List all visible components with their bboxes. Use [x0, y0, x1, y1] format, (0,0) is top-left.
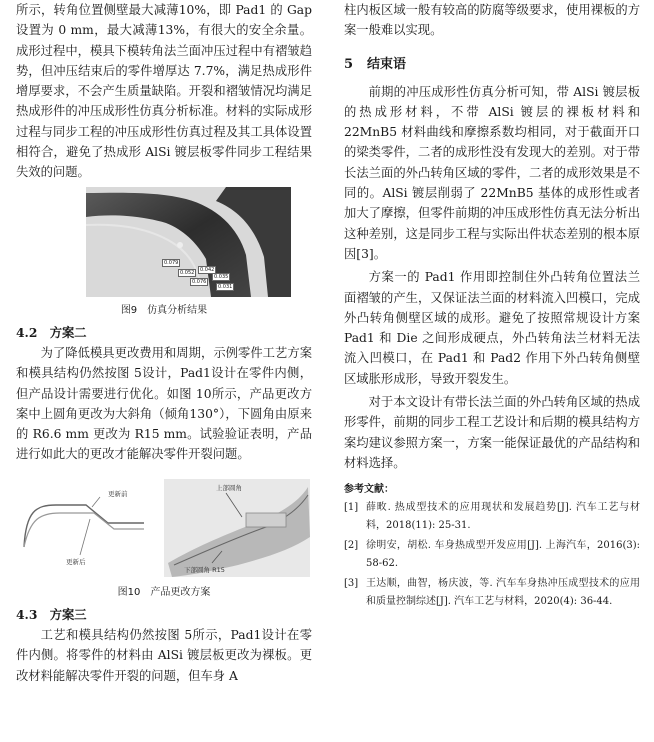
reference-number: [2] [344, 540, 359, 552]
paragraph: 前期的冲压成形性仿真分析可知，带 AlSi 镀层板的热成形材料，不带 AlSi 镀层的裸板材料和 22MnB5 材料曲线和摩擦系数均相同，对于截面开口的梁类零件，二者的成形性没有发现大的差别。对于带长法兰面的外凸转角区域的零件，二者的成形效果是不同的。AlSi 镀层削弱了 22MnB5 基体的成形性或者加大了摩擦，但零件前期的冲压成形性仿真无法分析出这种差别，这是同步工程与实际出件状态差别的根本原因[3]。 [344, 84, 640, 261]
reference-text: 薛畋. 热成型技术的应用现状和发展趋势[J]. 汽车工艺与材料，2018(11): 25-31. [366, 502, 640, 531]
paragraph: 对于本文设计有带长法兰面的外凸转角区域的热成形零件，前期的同步工程工艺设计和后期的模具结构方案均建议参照方案一，方案一能保证最优的产品结构和材料选择。 [344, 395, 640, 470]
thickness-tag: 0.052 [180, 269, 195, 276]
label-after: 更新后 [66, 557, 86, 566]
thickness-tag: 0.035 [214, 273, 229, 280]
figure-9-caption: 图9 仿真分析结果 [120, 304, 208, 316]
label-lower-fillet: 下部圆角 R15 [184, 565, 225, 574]
reference-number: [1] [344, 502, 359, 514]
paragraph: 为了降低模具更改费用和周期，示例零件工艺方案和模具结构仍然按图 5设计，Pad1设计在零件内侧，但产品设计需要进行优化。如图 10所示，产品更改方案中上圆角更改为大斜角（倾角130°），下圆角由原来的 R6.6 mm 更改为 R15 mm。试验验证表明，产品进行如此大的更改才能解决零件开裂问题。 [16, 345, 312, 462]
section-5-heading [344, 53, 640, 72]
reference-item [344, 537, 640, 572]
paragraph: 方案一的 Pad1 作用即控制住外凸转角位置法兰面褶皱的产生，又保证法兰面的材料流入凹模口，完成外凸转角侧壁区域的成形。避免了按照常规设计方案 Pad1 和 Die 之间形成硬点，外凸转角法兰材料无法流入凹模口，在 Pad1 和 Pad2 作用下外凸转角侧壁区域胀形成形，导致开裂发生。 [344, 270, 640, 386]
section-4-3-heading: 4.3 方案三 [16, 606, 87, 622]
reference-text: 王达顺，曲智，杨庆波，等. 汽车车身热冲压成型技术的应用和质量控制综述[J]. 汽车工艺与材料，2020(4): 36-44. [366, 578, 640, 607]
paragraph: 工艺和模具结构仍然按图 5所示，Pad1设计在零件内侧。将零件的材料由 AlSi 镀层板更改为裸板。更改材料能解决零件开裂的问题，但车身 A [16, 628, 312, 683]
section-number: 5 [344, 56, 354, 72]
figure-9-simulation-image [86, 187, 291, 297]
paragraph: 柱内板区域一般有较高的防腐等级要求，使用裸板的方案一般难以实现。 [344, 3, 640, 38]
right-column [344, 0, 640, 610]
section-title: 结束语 [367, 56, 407, 72]
thickness-tag: 0.031 [218, 283, 233, 290]
paragraph: 所示，转角位置侧壁最大减薄10%，即 Pad1 的 Gap 设置为 0 mm，最大减薄13%，有很大的安全余量。成形过程中，模具下模转角法兰面冲压过程中有褶皱趋势，但冲压结束后的零件增厚达 7.7%，满足热成形件增厚要求，不会产生质量缺陷。开裂和褶皱情况均满足热成形件的冲压成形性仿真分析标准。材料的实际成形过程与同步工程的冲压成形性仿真过程及其工具体设置相符合，避免了热成形 AlSi 镀层板零件同步工程结果失效的问题。 [16, 3, 312, 180]
left-column [16, 0, 312, 686]
section-4-2-heading: 4.2 方案二 [16, 324, 87, 340]
figure-10-caption: 图10 产品更改方案 [117, 586, 211, 598]
thickness-tag: 0.076 [192, 278, 207, 285]
figure-10-image [16, 477, 312, 579]
label-before: 更新前 [108, 489, 128, 498]
part-render [86, 187, 291, 297]
label-upper-fillet: 上部圆角 [216, 483, 242, 492]
reference-number: [3] [344, 578, 359, 590]
reference-text: 徐明安，胡松. 车身热成型开发应用[J]. 上海汽车，2016(3): 58-62. [366, 540, 640, 569]
references-heading: 参考文献： [344, 484, 394, 496]
reference-item [344, 575, 640, 610]
reference-item [344, 499, 640, 534]
thickness-tag: 0.042 [200, 266, 215, 273]
thickness-tag: 0.079 [164, 259, 179, 266]
design-change-drawing [16, 477, 312, 579]
